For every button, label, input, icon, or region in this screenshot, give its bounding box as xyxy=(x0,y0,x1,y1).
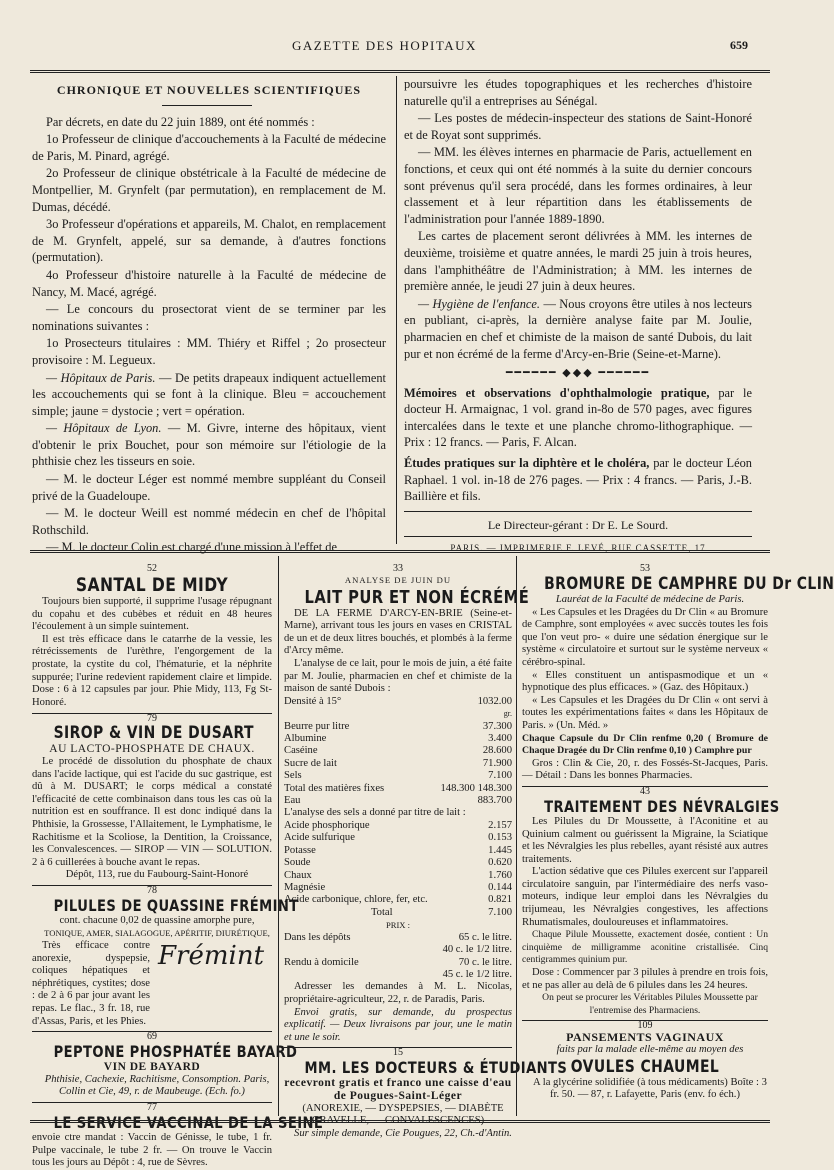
row-value: 7.100 xyxy=(488,770,512,782)
row-label: Caséine xyxy=(284,745,318,757)
ad-number: 33 xyxy=(393,563,403,574)
book-title: Études pratiques sur la diphtère et le choléra, xyxy=(404,456,650,471)
ad-text: DE LA FERME D'ARCY-EN-BRIE (Seine-et-Marne), arrivant tous les jours en vases en CRISTAL de un et de deux litres bouchés, et plombés à la ferme d'Arcy même. xyxy=(284,607,512,657)
ad-title: PILULES DE QUASSINE FRÉMINT xyxy=(53,895,299,915)
ad-body xyxy=(32,940,272,1028)
row-label: Soude xyxy=(284,857,311,869)
row-value: 148.300 xyxy=(477,782,512,794)
fremint-signature: Frémint xyxy=(158,941,265,972)
ad-text: Chaque Capsule du Dr Clin renfme 0,20 ( Bromure de Chaque Dragée du Dr Clin renfme 0,10 ) Camphre pur xyxy=(522,732,768,757)
ad-separator xyxy=(284,1047,512,1048)
header-rule xyxy=(30,70,770,73)
ad-separator xyxy=(32,885,272,886)
table-row xyxy=(284,932,512,944)
table-row xyxy=(284,969,512,981)
paragraph-text: — De petits drapeaux indiquent actuellement les accouchements qui se font à la clinique. Bleu = accouchement simple; jaune = dystocie ; vert = opération. xyxy=(32,370,386,418)
ad-subtitle: faits par la malade elle-même au moyen des xyxy=(556,1044,744,1055)
paragraph: Les cartes de placement seront délivrées à MM. les internes de deuxième, troisième et quatre années, le mardi 25 juin à trois heures, dans l'amphithéâtre de l'Administration; à MM. les internes de première année, le jeudi 27 juin à deux heures. xyxy=(404,229,752,294)
signature: Le Directeur-gérant : Dr E. Le Sourd. xyxy=(487,517,669,532)
table-row xyxy=(284,733,512,745)
ad-text: Chaque Pilule Moussette, exactement dosée, contient : Un cinquième de milligramme aconitine cristallisée. Cinq centigrammes quinium pur. xyxy=(522,929,768,966)
row-value: 0.620 xyxy=(488,857,512,869)
ads-bottom-rule xyxy=(30,1120,770,1123)
ad-text: Gros : Clin & Cie, 20, r. des Fossés-St-Jacques, Paris. — Détail : Dans les bonnes Pharmacies. xyxy=(522,757,768,782)
left-column xyxy=(32,82,386,557)
book-notice xyxy=(404,385,752,451)
rubric: — Hôpitaux de Lyon. xyxy=(46,421,162,436)
ad-text: L'analyse de ce lait, pour le mois de juin, a été faite par M. Joulie, pharmacien en chef et chimiste de la maison de santé Dubois : xyxy=(284,657,512,695)
paragraph: 1o Professeur de clinique d'accouchements à la Faculté de médecine de Paris, M. Pinard, agrégé. xyxy=(32,132,386,163)
title-rule xyxy=(162,105,252,106)
row-label: Total des matières fixes xyxy=(284,782,385,794)
table-row xyxy=(284,795,512,807)
ads-column-middle xyxy=(284,563,568,1140)
ad-title: SIROP & VIN DE DUSART xyxy=(53,723,254,744)
paragraph: 1o Prosecteurs titulaires : MM. Thiéry et Riffel ; 2o prosecteur provisoire : M. Legueux. xyxy=(32,336,386,367)
table-row xyxy=(284,845,512,857)
ad-title: OVULES CHAUMEL xyxy=(570,1056,720,1077)
ads-divider xyxy=(516,556,517,1116)
ad-text: A la glycérine solidifiée (à tous médicaments) Boîte : 3 fr. 50. — 87, r. Lafayette, Paris (env. fo éch.) xyxy=(533,1076,767,1101)
ad-number: 69 xyxy=(147,1031,157,1043)
row-label: Rendu à domicile xyxy=(284,956,359,968)
ad-title: MM. LES DOCTEURS & ÉTUDIANTS xyxy=(304,1058,568,1078)
section-title: CHRONIQUE ET NOUVELLES SCIENTIFIQUES xyxy=(56,83,362,97)
ad-text: « Les Capsules et les Dragées du Dr Clin « au Bromure de Camphre, sont employées « avec succès toutes les fois que l'on veut pro- « duire une sédation énergique sur le système « circulatoire et surtout sur le système nerveux « cérébro-spinal. xyxy=(522,606,768,668)
row-label xyxy=(284,969,402,981)
ad-title: PANSEMENTS VAGINAUX xyxy=(566,1030,724,1045)
journal-title: GAZETTE DES HOPITAUX xyxy=(292,38,477,53)
ad-separator xyxy=(32,713,272,714)
row-value: 45 c. le 1/2 litre. xyxy=(442,969,512,981)
ad-text: (ANOREXIE, — DYSPEPSIES, — DIABÈTE GRAVELLE, — CONVALESCENCES) xyxy=(302,1102,504,1127)
salts-table xyxy=(284,820,512,919)
paragraph xyxy=(404,296,752,362)
row-value: 2.157 xyxy=(488,820,512,831)
table-row xyxy=(284,770,512,782)
row-value: 1.760 xyxy=(488,869,512,881)
row-value: 3.400 xyxy=(488,732,512,744)
row-label: Acide sulfurique xyxy=(284,832,355,844)
table-row xyxy=(284,857,512,869)
ad-text: Très efficace contre anorexie, dyspepsie, coliques hépatiques et néphrétiques, cystites; dose : de 2 à 6 par jour avant les repas. Le flac., 3 fr. 18, rue d'Assas, Paris, et les Phies. xyxy=(32,940,150,1027)
book-text: par le docteur H. Armaignac, 1 vol. grand in-8o de 570 pages, avec figures intercalées dans le texte et une planche chromo-lithographique. — Prix : 12 francs. — Paris, F. Alcan. xyxy=(404,385,752,450)
ad-text: L'analyse des sels a donné par titre de lait : xyxy=(284,807,466,819)
page-header xyxy=(0,38,800,58)
table-row xyxy=(284,870,512,882)
paragraph: — Le concours du prosectorat vient de se terminer par les nominations suivantes : xyxy=(32,302,386,333)
ad-separator xyxy=(32,1102,272,1103)
rubric: — Hygiène de l'enfance. xyxy=(418,296,541,311)
ad-number: 52 xyxy=(147,563,157,574)
row-value: 0.144 xyxy=(488,882,512,894)
paragraph: 3o Professeur d'opérations et appareils, M. Chalot, en remplacement de M. Grynfelt, appelé, sur sa demande, à d'autres fonctions (permutation). xyxy=(32,217,386,265)
ad-depot: Dépôt, 113, rue du Faubourg-Saint-Honoré xyxy=(65,869,249,881)
row-label: Albumine xyxy=(284,732,327,744)
paragraph: 2o Professeur de clinique obstétricale à la Faculté de médecine de Montpellier, M. Grynfelt (par permutation), en remplacement de M. Dumas, décédé. xyxy=(32,166,386,214)
ad-text: Adresser les demandes à M. L. Nicolas, propriétaire-agriculteur, 22, r. de Paradis, Paris. xyxy=(284,981,512,1006)
paragraph xyxy=(32,420,386,470)
ad-number: 53 xyxy=(640,563,650,574)
row-values xyxy=(417,783,512,795)
paragraph: — M. le docteur Léger est nommé membre suppléant du Conseil privé de la Guadeloupe. xyxy=(32,472,386,503)
row-label: Magnésie xyxy=(284,882,326,894)
ad-text: Phthisie, Cachexie, Rachitisme, Consomption. Paris, Collin et Cie, 49, r. de Maubeuge. (Ech. fo.) xyxy=(44,1073,270,1098)
ad-title: LAIT PUR ET NON ÉCRÉMÉ xyxy=(304,586,530,608)
ads-divider xyxy=(278,556,279,1116)
row-value: 65 c. le litre. xyxy=(458,931,512,943)
row-value: 70 c. le litre. xyxy=(458,956,512,968)
ad-number: 79 xyxy=(147,713,157,725)
row-label: Chaux xyxy=(284,869,312,881)
table-row xyxy=(284,957,512,969)
ad-title: PEPTONE PHOSPHATÉE BAYARD xyxy=(53,1042,298,1062)
paragraph: — Les postes de médecin-inspecteur des stations de Saint-Honoré et de Royat sont supprimés. xyxy=(404,111,752,142)
ad-separator xyxy=(522,1020,768,1021)
ad-subtitle: recevront gratis et franco une caisse d'eau de Pougues-Saint-Léger xyxy=(284,1077,512,1103)
row-value: 148.300 xyxy=(440,782,475,794)
row-label: Dans les dépôts xyxy=(284,931,351,943)
ad-text: On peut se procurer les Véritables Pilules Moussette par l'entremise des Pharmaciens. xyxy=(542,992,758,1016)
table-row xyxy=(284,696,512,708)
ad-pretitle: ANALYSE DE JUIN DU xyxy=(344,575,452,585)
paragraph-text: — M. Givre, interne des hôpitaux, vient d'obtenir le prix Bouchet, pour son mémoire sur l'étiologie de la phthisie chez les tisseurs en soie. xyxy=(32,421,386,469)
ad-number: 109 xyxy=(637,1020,653,1032)
row-label: Total xyxy=(370,906,393,918)
row-label: Densité à 15° xyxy=(284,695,342,707)
ad-text: TONIQUE, AMER, SIALAGOGUE, APÉRITIF, DIURÉTIQUE, xyxy=(44,928,270,939)
ad-number: 78 xyxy=(147,884,157,896)
row-value: 28.600 xyxy=(482,745,512,757)
table-row xyxy=(284,832,512,844)
paragraph: — MM. les élèves internes en pharmacie de Paris, actuellement en fonctions, et ceux qui ont été nommés à la suite du dernier concours sont prévenus qu'il sera procédé, dans les formes ordinaires, à leur classement et à leur répartition dans les établissements de l'administration pour l'année 1889-1890. xyxy=(404,145,752,226)
ad-title: BROMURE DE CAMPHRE DU Dr CLIN xyxy=(544,574,834,594)
ad-text: Dose : Commencer par 3 pilules à prendre en trois fois, et ne pas aller au delà de 6 pilules dans les 24 heures. xyxy=(522,967,768,991)
ads-top-rule xyxy=(30,550,770,553)
table-row xyxy=(284,758,512,770)
ad-number: 15 xyxy=(393,1047,403,1059)
row-value: 37.300 xyxy=(482,720,512,732)
row-label: Sucre de lait xyxy=(284,757,337,769)
row-label: Sels xyxy=(284,770,302,782)
price-heading: PRIX : xyxy=(385,920,411,931)
row-value: 0.821 xyxy=(488,894,512,906)
ad-text: « Elles constituent un antispasmodique et un « hypnotique des plus efficaces. » (Gaz. des Hôpitaux.) xyxy=(522,669,768,694)
table-row xyxy=(284,820,512,832)
book-text: par le docteur Léon Raphael. 1 vol. in-18 de 276 pages. — Prix : 4 francs. — Paris, J.-B. Baillière et fils. xyxy=(404,456,752,504)
unit-label: gr. xyxy=(503,709,512,719)
ad-title: TRAITEMENT DES NÉVRALGIES xyxy=(544,796,780,816)
table-row xyxy=(284,907,512,919)
table-row xyxy=(284,944,512,956)
row-value: 71.900 xyxy=(482,757,512,769)
paragraph: 4o Professeur d'histoire naturelle à la Faculté de médecine de Nancy, M. Macé, agrégé. xyxy=(32,267,386,299)
ad-subtitle: AU LACTO-PHOSPHATE DE CHAUX. xyxy=(49,743,255,756)
ad-text: Le procédé de dissolution du phosphate de chaux dans l'acide lactique, qui est l'acide du suc gastrique, est dû à M. DUSART; le corps médical a constaté l'efficacité de cette combinaison dans tous les cas où la nutrition est en souffrance. Il est donc indiqué dans la Phthisie, la Grossesse, l'Allaitement, le Lymphatisme, le Rachitisme et la Scoliose, la Dentition, la Croissance, les Convalescences. — SIROP — VIN — SOLUTION. 2 à 6 cuillerées à bouche avant le repas. xyxy=(32,755,272,868)
analysis-table xyxy=(284,696,512,808)
table-row xyxy=(284,708,512,720)
signature-rule xyxy=(404,511,752,512)
table-row xyxy=(284,721,512,733)
imprint: PARIS. — IMPRIMERIE F. LEVÉ, RUE CASSETTE, 17 xyxy=(450,543,706,554)
ornament-divider: ━━━━━━ ◆◆◆ ━━━━━━ xyxy=(505,367,651,380)
paragraph: poursuivre les études topographiques et les recherches d'histoire naturelle qu'il a entreprises au Sénégal. xyxy=(404,77,752,108)
row-label: Eau xyxy=(284,795,301,806)
ad-text: Les Pilules du Dr Moussette, à l'Aconitine et au Quinium calment ou guérissent la Migraine, la Sciatique et les Névralgies les plus rebelles, ayant résisté aux autres traitements. xyxy=(522,815,768,865)
ad-text: Il est très efficace dans le catarrhe de la vessie, les rétrécissements de l'urèthre, l'engorgement de la prostate, la cystite du col, l'hématurie, et la néphrite suppurée; l'urine redevient rapidement claire et limpide. Dose : 6 à 12 capsules par jour. Phie Midy, 113, Fg St-Honoré. xyxy=(32,633,272,708)
table-row xyxy=(284,882,512,894)
paragraph: — M. le docteur Colin est chargé d'une mission à l'effet de xyxy=(46,540,337,555)
book-title: Mémoires et observations d'ophthalmologie pratique, xyxy=(404,385,710,400)
ad-number: 77 xyxy=(147,1102,157,1113)
row-value: 1.445 xyxy=(488,844,512,856)
ad-text: « Les Capsules et les Dragées du Dr Clin « ont servi à toutes les expérimentations faites « dans les Hôpitaux de Paris. » (Un. Méd. » xyxy=(522,694,768,731)
ads-column-right xyxy=(522,563,834,1102)
row-value: 1032.00 xyxy=(477,695,512,707)
ad-title: LE SERVICE VACCINAL DE LA SEINE xyxy=(53,1113,324,1132)
paragraph xyxy=(32,370,386,420)
column-divider xyxy=(396,76,397,544)
rubric: — Hôpitaux de Paris. xyxy=(46,370,156,385)
ad-text: envoie ctre mandat : Vaccin de Génisse, le tube, 1 fr. Pulpe vaccinale, le tube 2 fr. — On trouve le Vaccin tous les jours au Dépôt : 4, rue de Sèvres. xyxy=(32,1132,272,1169)
row-value: 40 c. le 1/2 litre. xyxy=(442,944,512,956)
row-label: Acide carbonique, chlore, fer, etc. xyxy=(284,894,428,906)
ad-text: Envoi gratis, sur demande, du prospectus explicatif. — Deux livraisons par jour, une le matin et une le soir. xyxy=(284,1006,512,1043)
row-value: 7.100 xyxy=(488,906,512,918)
table-row xyxy=(284,783,512,795)
ad-text: L'action sédative que ces Pilules exercent sur l'appareil circulatoire sanguin, par l'intermédiaire des nerfs vaso-moteurs, indique leur emploi dans les Névralgies du trijumeau, les Névralgies congestives, les affections Rhumatismales, douloureuses et inflammatoires. xyxy=(522,866,768,928)
paragraph: Par décrets, en date du 22 juin 1889, ont été nommés : xyxy=(46,114,315,129)
ad-number: 43 xyxy=(640,785,650,797)
row-value: 883.700 xyxy=(477,795,512,806)
row-value: 0.153 xyxy=(488,832,512,844)
table-row xyxy=(284,745,512,757)
book-notice xyxy=(404,455,752,505)
paragraph-text: — Nous croyons être utiles à nos lecteurs en publiant, ci-après, la dernière analyse faite par M. Joulie, pharmacien en chef et chimiste de la maison de santé Dubois, du lait pur et non écrémé de la ferme d'Arcy-en-Brie (Seine-et-Marne). xyxy=(404,296,752,361)
ad-text: cont. chacune 0,02 de quassine amorphe pure, xyxy=(59,914,255,926)
ad-title: SANTAL DE MIDY xyxy=(75,574,229,596)
row-label: Potasse xyxy=(284,844,316,856)
row-label xyxy=(284,944,402,956)
ad-text: Toujours bien supporté, il supprime l'usage répugnant du copahu et des cubèbes et réduit en 48 heures l'écoulement à un simple suintement. xyxy=(32,596,272,633)
row-label: Beurre pur litre xyxy=(284,720,350,732)
imprint-rule xyxy=(404,536,752,537)
row-label: Acide phosphorique xyxy=(284,820,370,831)
ad-subtitle: VIN DE BAYARD xyxy=(103,1061,201,1074)
table-row xyxy=(284,894,512,906)
price-table xyxy=(284,932,512,982)
right-column xyxy=(404,76,752,557)
ad-separator xyxy=(32,1031,272,1032)
ad-footer: Sur simple demande, Cie Pougues, 22, Ch.-d'Antin. xyxy=(294,1127,512,1139)
ad-separator xyxy=(522,786,768,787)
paragraph: — M. le docteur Weill est nommé médecin en chef de l'hôpital Rothschild. xyxy=(32,506,386,537)
page-number: 659 xyxy=(730,38,748,52)
ad-subtitle: Lauréat de la Faculté de médecine de Paris. xyxy=(555,594,745,605)
